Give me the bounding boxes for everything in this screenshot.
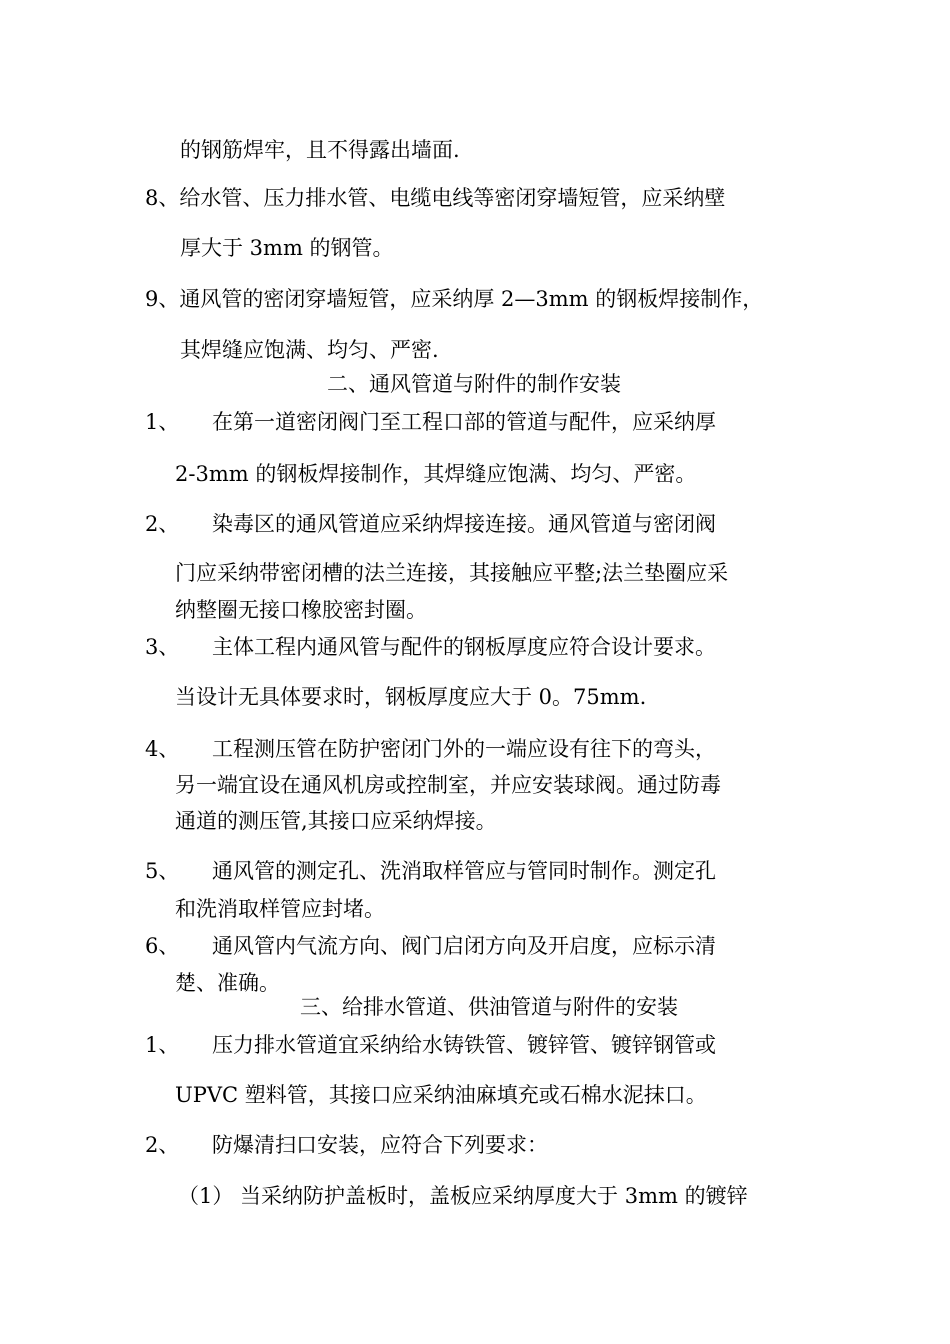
text-line: 9、通风管的密闭穿墙短管，应采纳厚 2—3mm 的钢板焊接制作， <box>145 287 764 311</box>
text-line: 另一端宜设在通风机房或控制室，并应安装球阀。通过防毒 <box>175 773 721 797</box>
text-line: 主体工程内通风管与配件的钢板厚度应符合设计要求。 <box>212 635 716 659</box>
item-number: 5、 <box>145 859 180 883</box>
text-line: 压力排水管道宜采纳给水铸铁管、镀锌管、镀锌钢管或 <box>212 1033 716 1057</box>
section-heading: 三、给排水管道、供油管道与附件的安装 <box>300 995 678 1019</box>
text-line: 楚、准确。 <box>175 971 280 995</box>
item-number: 1、 <box>145 410 180 434</box>
text-line: 染毒区的通风管道应采纳焊接连接。通风管道与密闭阀 <box>212 512 716 536</box>
item-number: 2、 <box>145 1133 180 1157</box>
text-line: 通风管的测定孔、洗消取样管应与管同时制作。测定孔 <box>212 859 716 883</box>
text-line: 厚大于 3mm 的钢管。 <box>180 236 394 260</box>
section-heading: 二、通风管道与附件的制作安装 <box>327 372 621 396</box>
text-line: 工程测压管在防护密闭门外的一端应设有往下的弯头， <box>212 737 716 761</box>
text-line: 的钢筋焊牢，且不得露出墙面. <box>180 138 460 162</box>
text-line: 2-3mm 的钢板焊接制作，其焊缝应饱满、均匀、严密。 <box>175 462 697 486</box>
text-line: 纳整圈无接口橡胶密封圈。 <box>175 598 427 622</box>
text-line: 在第一道密闭阀门至工程口部的管道与配件，应采纳厚 <box>212 410 716 434</box>
text-line: 8、给水管、压力排水管、电缆电线等密闭穿墙短管，应采纳壁 <box>145 186 726 210</box>
text-line: 通道的测压管,其接口应采纳焊接。 <box>175 809 497 833</box>
item-number: 4、 <box>145 737 180 761</box>
text-line: 和洗消取样管应封堵。 <box>175 897 385 921</box>
item-number: 1、 <box>145 1033 180 1057</box>
text-line: 防爆清扫口安装，应符合下列要求： <box>212 1133 548 1157</box>
text-line: 门应采纳带密闭槽的法兰连接，其接触应平整;法兰垫圈应采 <box>175 561 729 585</box>
text-line: （1） 当采纳防护盖板时，盖板应采纳厚度大于 3mm 的镀锌 <box>178 1184 748 1208</box>
item-number: 2、 <box>145 512 180 536</box>
item-number: 3、 <box>145 635 180 659</box>
item-number: 6、 <box>145 934 180 958</box>
text-line: 其焊缝应饱满、均匀、严密. <box>180 338 439 362</box>
text-line: 通风管内气流方向、阀门启闭方向及开启度，应标示清 <box>212 934 716 958</box>
text-line: 当设计无具体要求时，钢板厚度应大于 0。75mm. <box>175 685 647 709</box>
text-line: UPVC 塑料管，其接口应采纳油麻填充或石棉水泥抹口。 <box>175 1083 707 1107</box>
